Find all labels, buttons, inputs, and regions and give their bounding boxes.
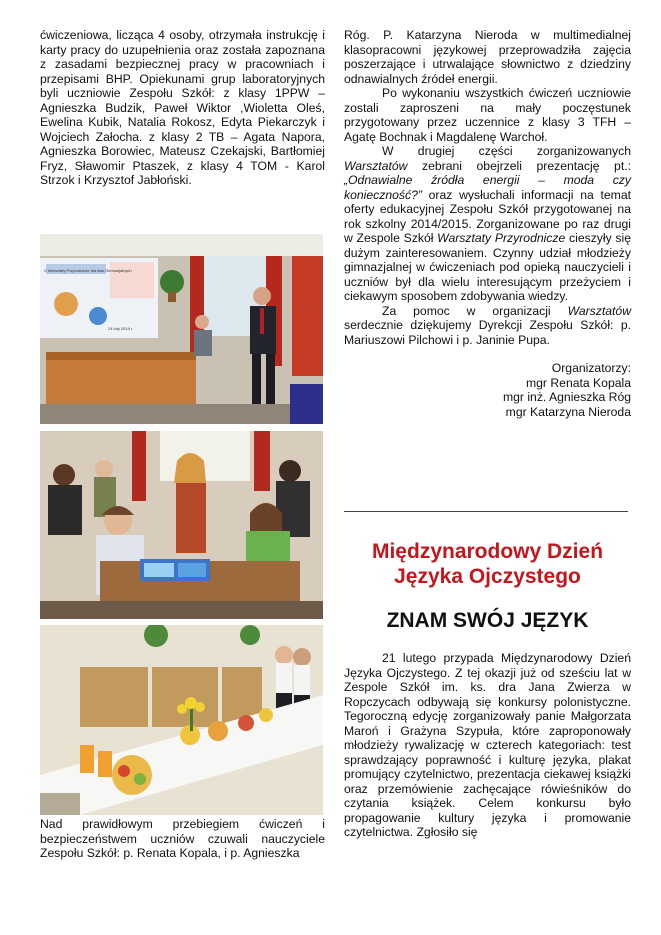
left-top-paragraph: ćwiczeniowa, licząca 4 osoby, otrzymała instrukcję i karty pracy do uzupełnienia oraz została zapoznana z zasadami bezpiecznej pracy w pracowniach i przepisami BHP. Opiekunami grup laboratoryjnych byli uczniowie Zespołu Szkół: z klasy 1PPW – Agnieszka Budzik, Paweł Wiktor ,Wioletta Oleś, Ewelina Kubik, Natalia Rokosz, Edyta Piekarczyk i Wojciech Załocha. z klasy 2 TB – Agata Napora, Agnieszka Borowiec, Mateusz Czekajski, Bartłomiej Fryz, Sławomir Ptaszek, z klasy 4 TOM - Karol Strzok i Krzysztof Jabłoński. [40, 28, 325, 187]
article-subtitle: ZNAM SWÓJ JĘZYK [386, 609, 589, 632]
p3-text-c: oraz wysłuchali informacji na temat oferty edukacyjnej Zespołu Szkół przygotowanej na rok szkolny 2014/2015. Zorganizowane po raz drugi w Zespole Szkół [344, 187, 631, 245]
p4-em-warsztatow: Warsztatów [567, 303, 631, 318]
right-p3 [344, 144, 631, 304]
p3-em-warsztaty: Warsztaty Przyrodnicze [437, 231, 566, 245]
article-title [344, 539, 631, 589]
article-title-line1: Międzynarodowy Dzień [371, 540, 604, 563]
p3-text-d: cieszyły się dużym zainteresowaniem. Czynny udział młodzieży gimnazjalnej w ćwiczeniach pod opieką nauczycieli i uczniów był dla wielu interesującym przeżyciem i ciekawym sposobem zdobywania wiedzy. [344, 231, 632, 303]
signature-block [344, 361, 631, 419]
article-body-paragraph: 21 lutego przypada Międzynarodowy Dzień Języka Ojczystego. Z tej okazji już od sześciu lat w Zespole Szkół im. ks. dra Jana Zwierza w Ropczycach odbywają się konkursy polonistyczne. Tegoroczną edycję zorganizowały panie Małgorzata Maroń i Grażyna Szypuła, które zaproponowały młodzieży rywalizację w czterech kategoriach: test sprawdzający poprawność i kulturę języka, plakat promujący czytelnictwo, prezentacja ciekawej książki oraz przemówienie zachęcające rówieśników do czytania książek. Celem konkursu było propagowanie kultury języka i promowanie czytelnictwa. Zgłosiło się [344, 651, 631, 839]
p3-text-b: zebrani obejrzeli prezentację pt.: [407, 158, 631, 173]
right-p1: Róg. P. Katarzyna Nieroda w multimedialnej klasopracowni językowej przeprowadziła zajęcia poszerzające i utrwalające słownictwo z dziedziny odnawialnych źródeł energii. [344, 28, 631, 86]
p4-text-a: Za pomoc w organizacji [382, 303, 568, 318]
left-column-top [40, 28, 325, 188]
article-body [344, 651, 631, 840]
screen-date-text: 24 luty 2014 r. [108, 326, 134, 331]
photo-students [40, 431, 323, 619]
section-divider [344, 511, 628, 512]
left-bottom-paragraph: Nad prawidłowym przebiegiem ćwiczeń i bezpieczeństwem uczniów czuwali nauczyciele Zespołu Szkół: p. Renata Kopala, i p. Agnieszka [40, 817, 325, 860]
left-column-bottom [40, 817, 325, 861]
right-p2: Po wykonaniu wszystkich ćwiczeń uczniowie zostali zaproszeni na mały poczęstunek przygotowany przez uczennice z klasy 3 TFH – Agatę Bochnak i Magdalenę Warchoł. [344, 86, 631, 144]
p3-em-warsztatow: Warsztatów [344, 158, 408, 173]
article-title-line2: Języka Ojczystego [394, 565, 581, 588]
p3-text-a: W drugiej części zorganizowanych [382, 144, 631, 158]
right-column [344, 28, 631, 419]
screen-title-text: V Warsztaty Przyrodnicze dla klas Gimnazjalnych [44, 268, 132, 273]
signature-line: mgr Katarzyna Nieroda [505, 404, 631, 419]
right-p4 [344, 304, 631, 348]
p3-em-title: „Odnawialne źródła energii – moda czy konieczność?” [344, 173, 631, 202]
photo-presentation [40, 234, 323, 424]
photo-refreshments [40, 625, 323, 815]
p4-text-b: serdecznie dziękujemy Dyrekcji Zespołu Szkół: p. Mariuszowi Pilchowi i p. Janinie Pupa. [344, 318, 631, 347]
signature-line: mgr inż. Agnieszka Róg [502, 390, 631, 404]
signature-heading: Organizatorzy: [551, 361, 631, 375]
signature-line: mgr Renata Kopala [525, 375, 631, 390]
